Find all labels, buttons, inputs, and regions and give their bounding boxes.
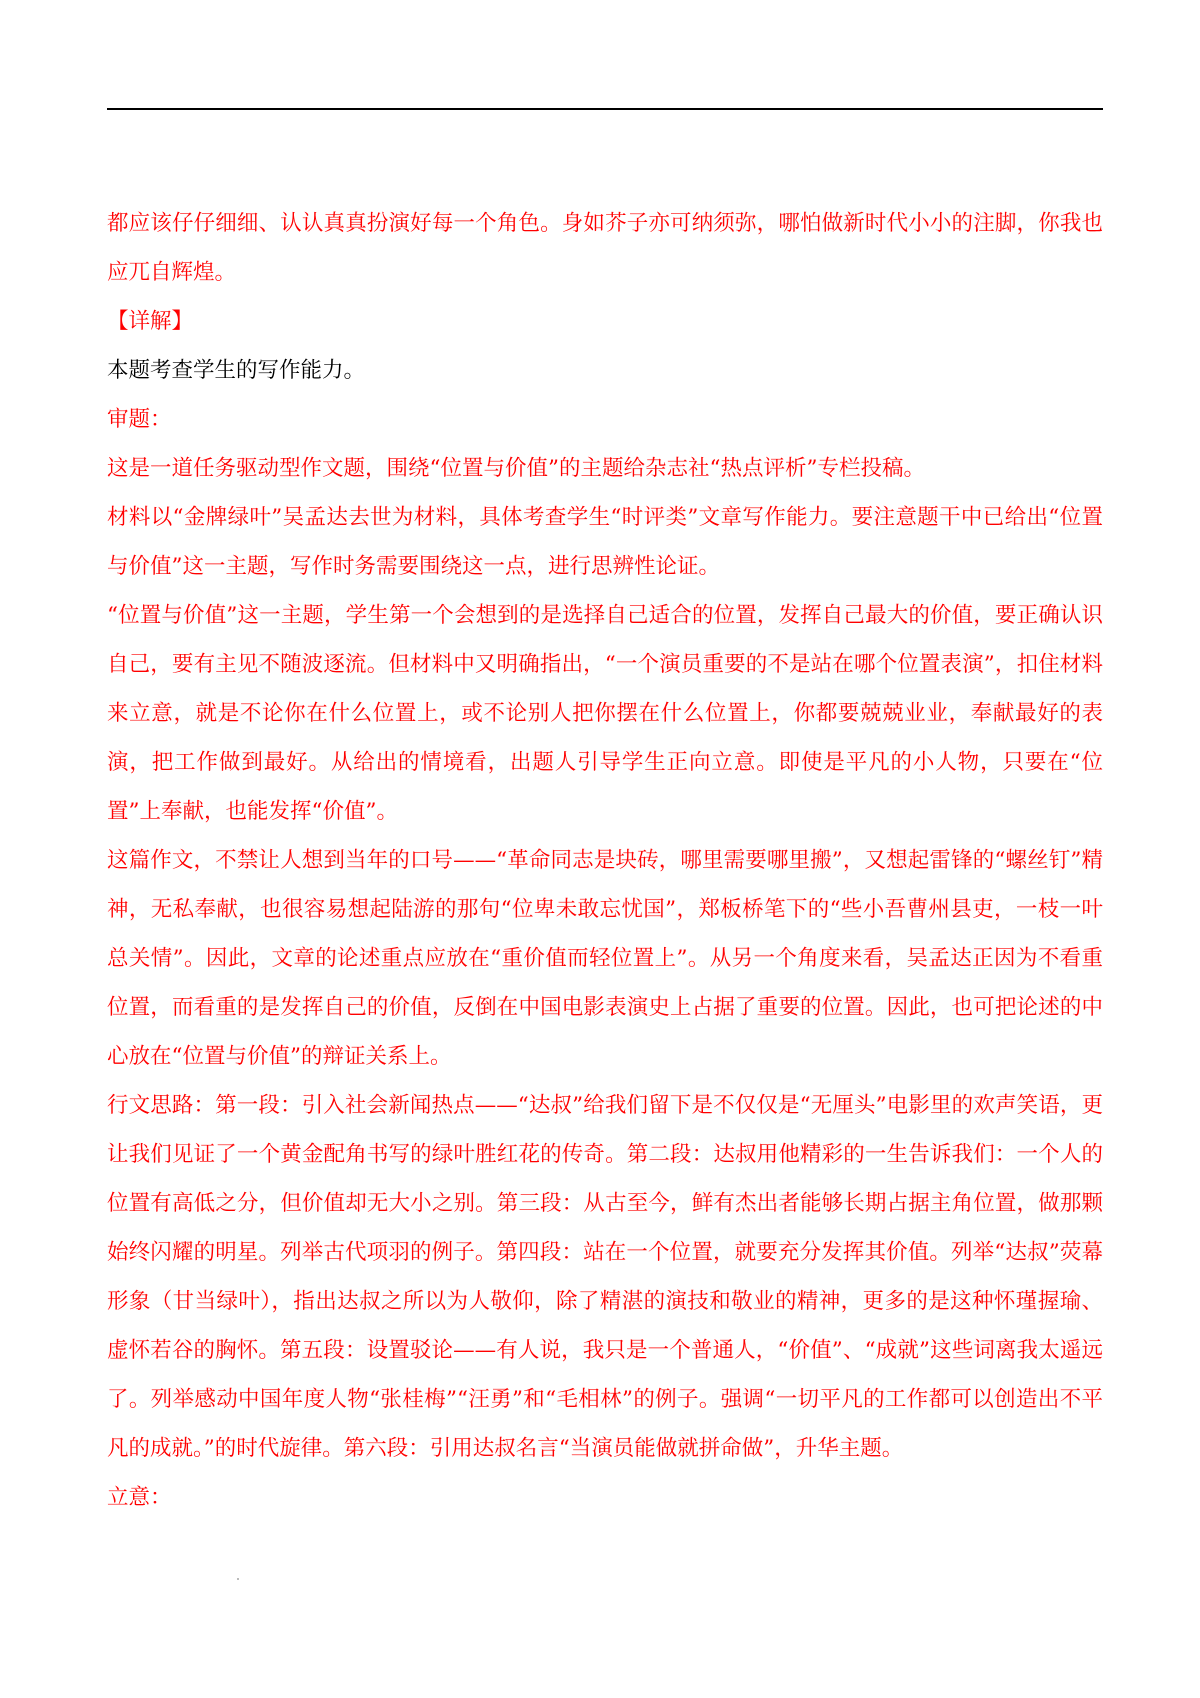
paragraph-association: 这篇作文，不禁让人想到当年的口号——“革命同志是块砖，哪里需要哪里搬”，又想起雷锋的“螺丝钉”精神，无私奉献，也很容易想起陆游的那句“位卑未敢忘忧国”，郑板桥笔下的“些小吾曹州县吏，一枝一叶总关情”。因此，文章的论述重点应放在“重价值而轻位置上”。从另一个角度来看，吴孟达正因为不看重位置，而看重的是发挥自己的价值，反倒在中国电影表演史上占据了重要的位置。因此，也可把论述的中心放在“位置与价值”的辩证关系上。 xyxy=(107,848,1103,1069)
paragraph-material: 材料以“金牌绿叶”吴孟达去世为材料，具体考查学生“时评类”文章写作能力。要注意题干中已给出“位置与价值”这一主题，写作时务需要围绕这一点，进行思辨性论证。 xyxy=(107,505,1103,579)
label-review: 审题： xyxy=(107,407,172,432)
section-heading-explanation: 【详解】 xyxy=(107,309,194,334)
paragraph-intro: 本题考查学生的写作能力。 xyxy=(107,358,366,383)
document-body xyxy=(107,199,1103,1522)
paragraph-task: 这是一道任务驱动型作文题，围绕“位置与价值”的主题给杂志社“热点评析”专栏投稿。 xyxy=(107,456,925,481)
paragraph-conclusion: 都应该仔仔细细、认认真真扮演好每一个角色。身如芥子亦可纳须弥，哪怕做新时代小小的注脚，你我也应兀自辉煌。 xyxy=(107,211,1103,285)
header-rule xyxy=(107,108,1103,110)
footer-mark xyxy=(237,1578,239,1580)
label-thesis: 立意： xyxy=(107,1485,172,1510)
paragraph-theme: “位置与价值”这一主题，学生第一个会想到的是选择自己适合的位置，发挥自己最大的价值，要正确认识自己，要有主见不随波逐流。但材料中又明确指出，“一个演员重要的不是站在哪个位置表演”，扣住材料来立意，就是不论你在什么位置上，或不论别人把你摆在什么位置上，你都要兢兢业业，奉献最好的表演，把工作做到最好。从给出的情境看，出题人引导学生正向立意。即使是平凡的小人物，只要在“位置”上奉献，也能发挥“价值”。 xyxy=(107,603,1103,824)
paragraph-outline: 行文思路：第一段：引入社会新闻热点——“达叔”给我们留下是不仅仅是“无厘头”电影里的欢声笑语，更让我们见证了一个黄金配角书写的绿叶胜红花的传奇。第二段：达叔用他精彩的一生告诉我们：一个人的位置有高低之分，但价值却无大小之别。第三段：从古至今，鲜有杰出者能够长期占据主角位置，做那颗始终闪耀的明星。列举古代项羽的例子。第四段：站在一个位置，就要充分发挥其价值。列举“达叔”荧幕形象（甘当绿叶），指出达叔之所以为人敬仰，除了精湛的演技和敬业的精神，更多的是这种怀瑾握瑜、虚怀若谷的胸怀。第五段：设置驳论——有人说，我只是一个普通人，“价值”、“成就”这些词离我太遥远了。列举感动中国年度人物“张桂梅”“汪勇”和“毛相林”的例子。强调“一切平凡的工作都可以创造出不平凡的成就。”的时代旋律。第六段：引用达叔名言“当演员能做就拼命做”，升华主题。 xyxy=(107,1093,1103,1461)
